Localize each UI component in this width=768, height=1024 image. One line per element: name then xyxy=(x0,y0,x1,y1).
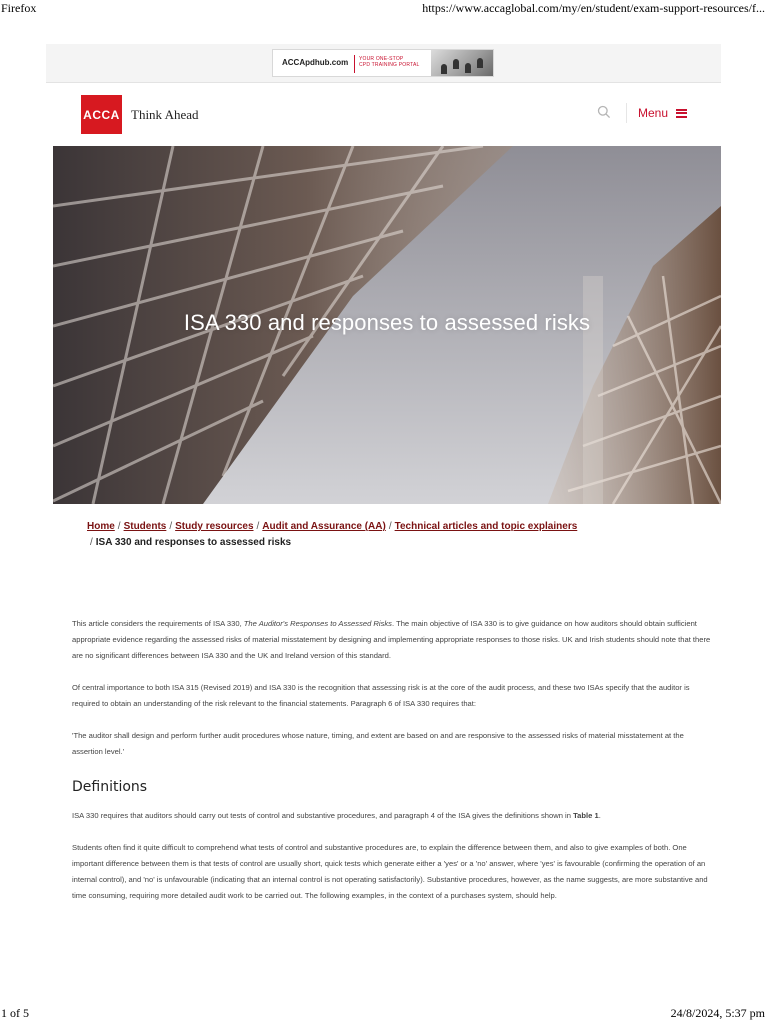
print-url: https://www.accaglobal.com/my/en/student/exam-support-resources/f... xyxy=(422,1,765,15)
print-header xyxy=(0,0,768,16)
print-footer xyxy=(0,1004,768,1024)
search-icon[interactable] xyxy=(597,105,611,119)
hamburger-icon xyxy=(676,109,687,118)
article-paragraph-1 xyxy=(72,616,712,664)
breadcrumb-students[interactable]: Students xyxy=(123,521,167,532)
logo-tagline: Think Ahead xyxy=(131,107,199,122)
article-text: ISA 330 requires that auditors should carry out tests of control and substantive procedures, and paragraph 4 of the ISA gives the definitions shown in xyxy=(72,811,574,820)
ad-tagline-line1: YOUR ONE-STOP xyxy=(359,56,404,62)
article-text: . The main objective of ISA 330 is to give guidance on how auditors should obtain sufficient appropriate evidence regarding the assessed risks of material misstatement by designing and implementing appropriate responses to those risks. UK and Irish students should note that there are no significant differences between ISA 330 and the UK and Ireland version of this standard. xyxy=(72,619,711,660)
print-app-name: Firefox xyxy=(1,1,37,15)
print-datetime: 24/8/2024, 5:37 pm xyxy=(670,1006,765,1020)
ad-tagline-line2: CPD TRAINING PORTAL xyxy=(359,62,420,68)
breadcrumb-study-resources[interactable]: Study resources xyxy=(175,521,254,532)
breadcrumb-current: ISA 330 and responses to assessed risks xyxy=(95,537,292,548)
section-heading-definitions: Definitions xyxy=(72,779,148,795)
ad-photo xyxy=(431,50,493,77)
breadcrumb-separator: / xyxy=(90,537,93,548)
standard-title: The Auditor's Responses to Assessed Risks xyxy=(243,619,392,628)
breadcrumb xyxy=(87,519,587,551)
ad-brand: ACCApdhub.com xyxy=(282,58,349,67)
ad-banner[interactable] xyxy=(272,49,494,77)
ad-tagline xyxy=(359,56,419,68)
article-paragraph-2: Of central importance to both ISA 315 (Revised 2019) and ISA 330 is the recognition that assessing risk is at the core of the audit process, and these two ISAs specify that the auditor is required to obtain an understanding of the risk relevant to the financial statements. Paragraph 6 of ISA 330 requires that: xyxy=(72,683,690,708)
menu-label: Menu xyxy=(638,106,669,120)
article-body xyxy=(72,616,712,920)
breadcrumb-technical-articles[interactable]: Technical articles and topic explainers xyxy=(394,521,578,532)
hero-banner xyxy=(53,146,721,504)
breadcrumb-separator: / xyxy=(388,521,392,532)
menu-button[interactable] xyxy=(638,106,687,120)
table-reference: Table 1 xyxy=(573,811,599,820)
ad-divider xyxy=(354,55,355,73)
page-count: 1 of 5 xyxy=(1,1006,29,1020)
breadcrumb-separator: / xyxy=(256,521,260,532)
article-text: This article considers the requirements of ISA 330, xyxy=(72,619,244,628)
breadcrumb-home[interactable]: Home xyxy=(87,521,115,532)
breadcrumb-audit-assurance[interactable]: Audit and Assurance (AA) xyxy=(262,521,386,532)
site-header xyxy=(46,83,721,146)
acca-logo[interactable]: ACCA xyxy=(81,95,122,134)
article-paragraph-4 xyxy=(72,808,712,824)
article-text: . xyxy=(598,811,601,820)
nav-divider xyxy=(626,103,627,123)
breadcrumb-separator: / xyxy=(117,521,121,532)
article-paragraph-5: Students often find it quite difficult to comprehend what tests of control and substantive procedures are, to explain the difference between them, and also to give examples of both. One important difference between them is that tests of control are usually short, quick tests which generate either a 'yes' or a 'no' answer, where 'yes' is favourable (confirming the operation of an internal control), and 'no' is unfavourable (indicating that an internal control is not operating satisfactorily). Substantive procedures, however, as the name suggests, are more substantive and time consuming, requiring more detailed audit work to be carried out. The following examples, in the context of a purchases system, should help. xyxy=(72,843,708,900)
ad-bar xyxy=(46,44,721,83)
article-quote: 'The auditor shall design and perform further audit procedures whose nature, timing, and extent are based on and are responsive to the assessed risks of material misstatement at the assertion level.' xyxy=(72,731,684,756)
breadcrumb-separator: / xyxy=(169,521,173,532)
page-title: ISA 330 and responses to assessed risks xyxy=(183,310,591,335)
